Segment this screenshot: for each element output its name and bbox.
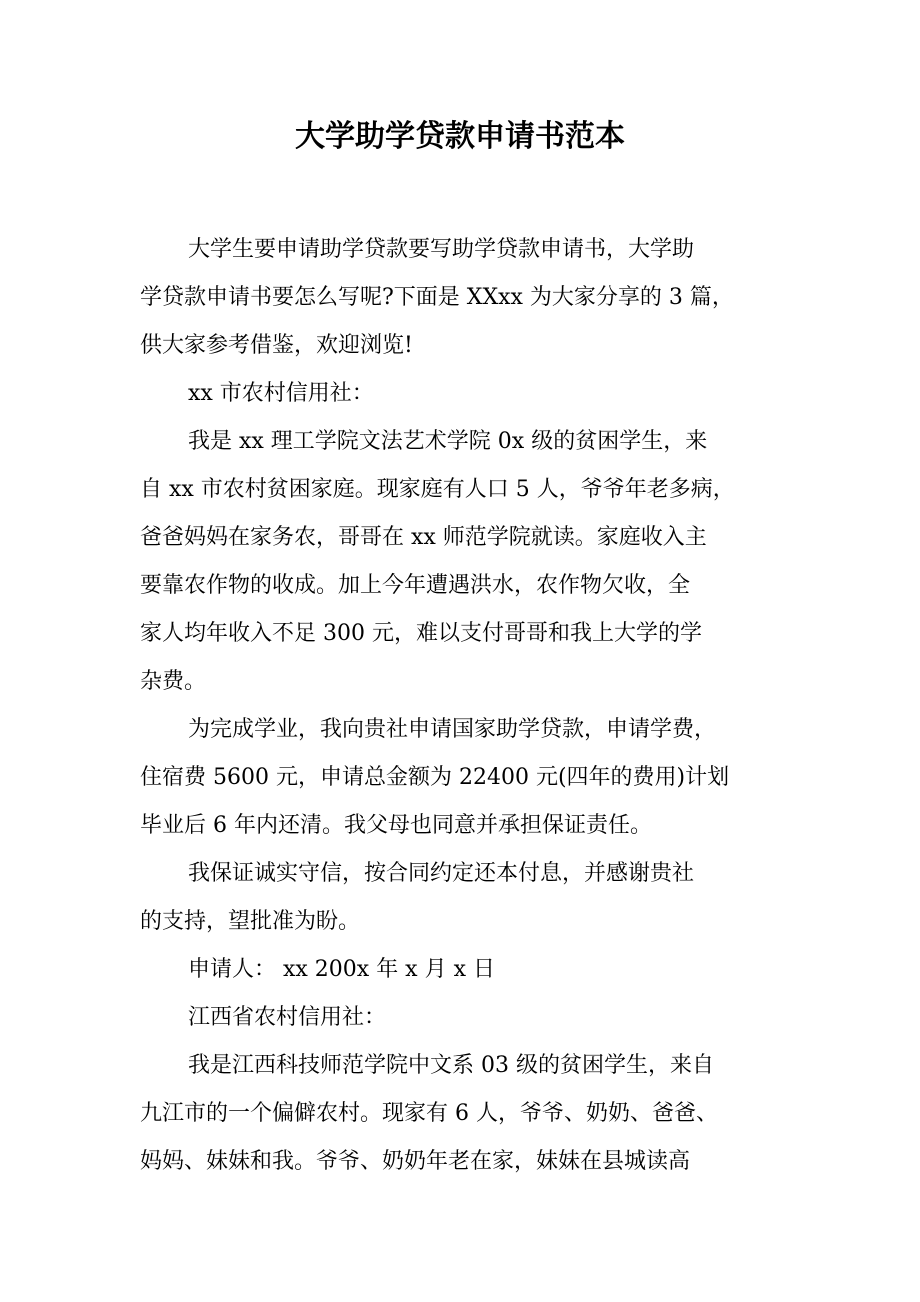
text-line: 要靠农作物的收成。加上今年遭遇洪水，农作物欠收，全 — [140, 573, 691, 598]
text-line: 杂费。 — [140, 669, 207, 694]
text-line: 自 xx 市农村贫困家庭。现家庭有人口 5 人，爷爷年老多病， — [140, 477, 735, 502]
text-line: 大学生要申请助学贷款要写助学贷款申请书，大学助 — [188, 237, 695, 262]
text-line: 我保证诚实守信，按合同约定还本付息，并感谢贵社 — [188, 861, 695, 886]
document-body — [140, 226, 780, 1186]
text-line: 毕业后 6 年内还清。我父母也同意并承担保证责任。 — [140, 813, 652, 838]
text-line: 的支持，望批准为盼。 — [140, 909, 361, 934]
text-line: 供大家参考借鉴，欢迎浏览! — [140, 333, 413, 358]
text-line: 为完成学业，我向贵社申请国家助学贷款，申请学费， — [188, 717, 717, 742]
text-line: 九江市的一个偏僻农村。现家有 6 人，爷爷、奶奶、爸爸、 — [140, 1101, 718, 1126]
text-line: 家人均年收入不足 300 元，难以支付哥哥和我上大学的学 — [140, 621, 702, 646]
text-line: 学贷款申请书要怎么写呢?下面是 XXxx 为大家分享的 3 篇， — [140, 285, 734, 310]
page-title: 大学助学贷款申请书范本 — [295, 119, 625, 154]
text-line: 妈妈、妹妹和我。爷爷、奶奶年老在家，妹妹在县城读高 — [140, 1149, 691, 1174]
signature-line: 申请人： xx 200x 年 x 月 x 日 — [188, 957, 495, 982]
salutation-line: xx 市农村信用社： — [188, 381, 374, 406]
text-line: 住宿费 5600 元，申请总金额为 22400 元(四年的费用)计划 — [140, 765, 730, 790]
text-line: 我是 xx 理工学院文法艺术学院 0x 级的贫困学生，来 — [188, 429, 708, 454]
text-line: 爸爸妈妈在家务农，哥哥在 xx 师范学院就读。家庭收入主 — [140, 525, 707, 550]
salutation-line: 江西省农村信用社： — [188, 1005, 387, 1030]
text-line: 我是江西科技师范学院中文系 03 级的贫困学生，来自 — [188, 1053, 714, 1078]
